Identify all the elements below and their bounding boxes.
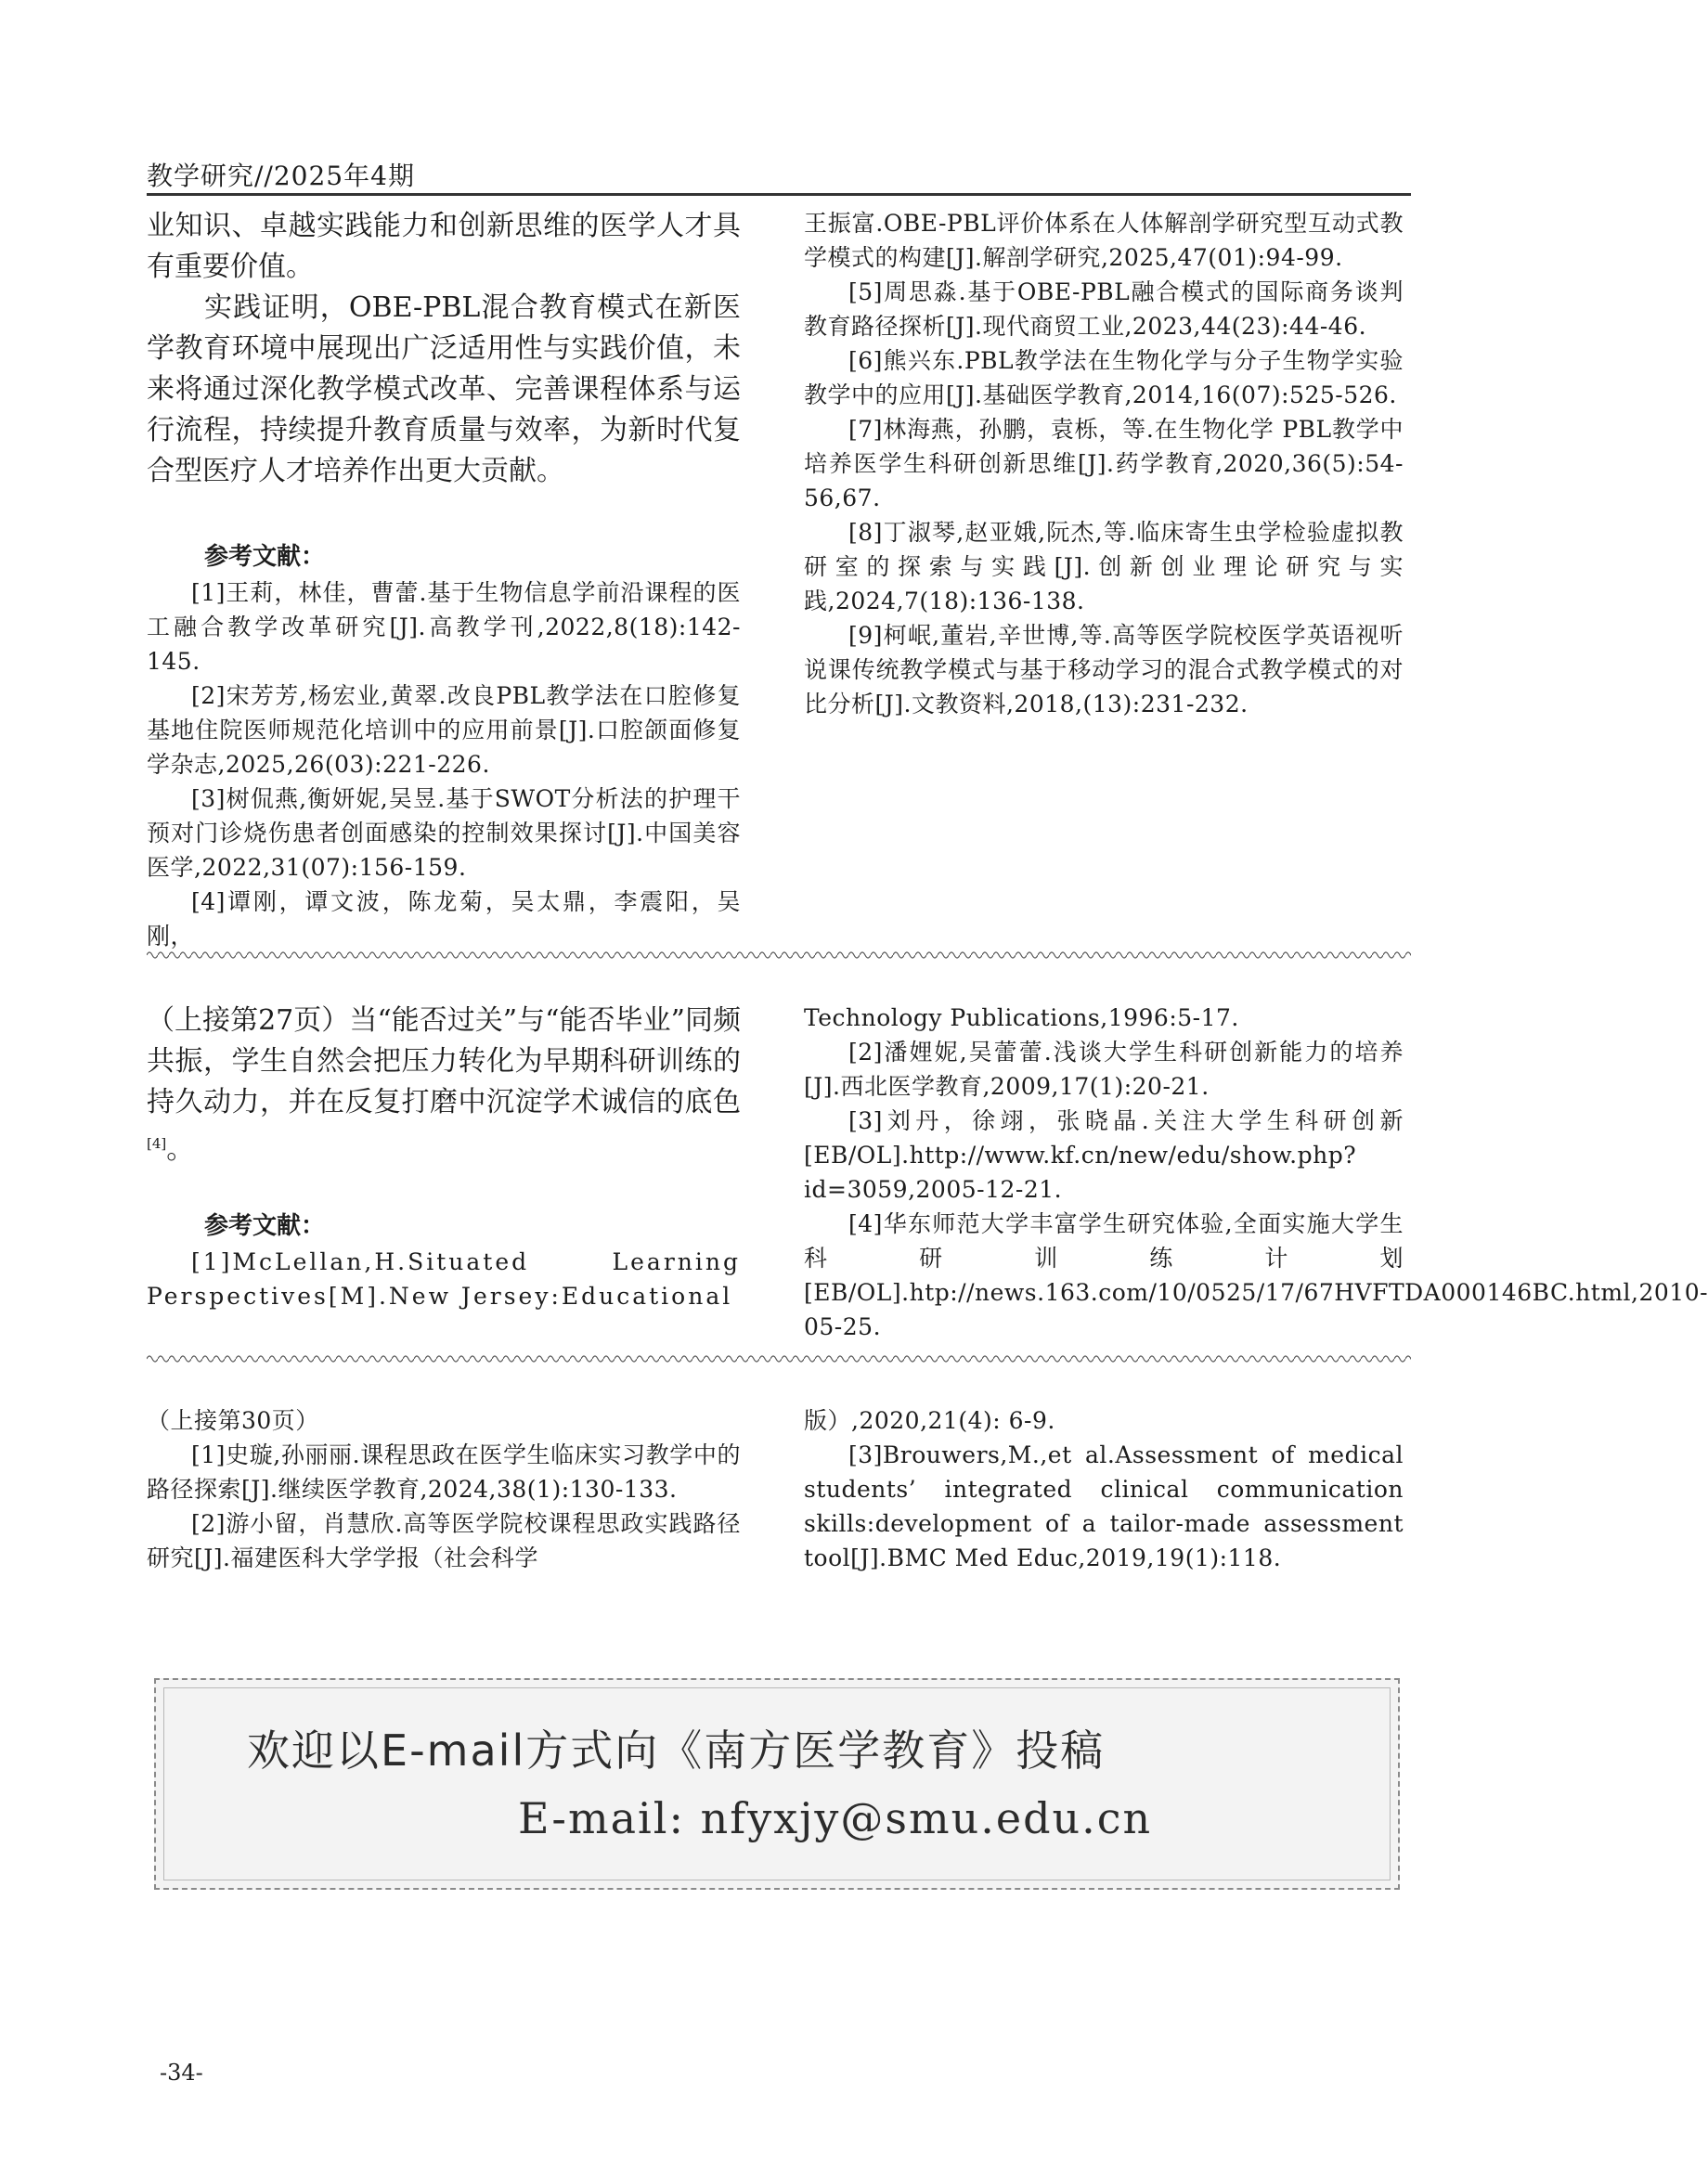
reference-item-continued: 版）,2020,21(4): 6-9. xyxy=(804,1407,1055,1434)
citation-marker: [4] xyxy=(147,1135,167,1152)
reference-item: [3]Brouwers,M.,et al.Assessment of medical students’ integrated clinical communication skills:development of a tailor-made assessment tool[J].BMC Med Educ,2019,19(1):118. xyxy=(804,1441,1404,1571)
section1-left-column xyxy=(147,206,741,953)
reference-item: [4]华东师范大学丰富学生研究体验,全面实施大学生科研训练计划[EB/OL].htp://news.163.com/10/0525/17/67HVFTDA000146BC.html,2010-05-25. xyxy=(804,1210,1708,1340)
header-rule xyxy=(147,193,1411,196)
reference-item: [1]王莉，林佳，曹蕾.基于生物信息学前沿课程的医工融合教学改革研究[J].高教学刊,2022,8(18):142-145. xyxy=(147,579,741,675)
page-number: -34- xyxy=(160,2060,203,2086)
reference-item: [6]熊兴东.PBL教学法在生物化学与分子生物学实验教学中的应用[J].基础医学教育,2014,16(07):525-526. xyxy=(804,347,1404,408)
references-heading: 参考文献： xyxy=(204,1212,326,1240)
reference-item: [5]周思淼.基于OBE-PBL融合模式的国际商务谈判教育路径探析[J].现代商贸工业,2023,44(23):44-46. xyxy=(804,278,1404,340)
reference-item: [2]游小留，肖慧欣.高等医学院校课程思政实践路径研究[J].福建医科大学学报（社会科学 xyxy=(147,1510,741,1571)
reference-item: [1]史璇,孙丽丽.课程思政在医学生临床实习教学中的路径探索[J].继续医学教育,2024,38(1):130-133. xyxy=(147,1441,741,1503)
paragraph-end: 。 xyxy=(166,1133,195,1166)
continued-from-p30: （上接第30页） xyxy=(147,1407,319,1434)
references-heading: 参考文献： xyxy=(204,543,326,571)
section3-right-column xyxy=(804,1403,1404,1575)
paragraph-text: （上接第27页）当“能否过关”与“能否毕业”同频共振，学生自然会把压力转化为早期科研训练的持久动力，并在反复打磨中沉淀学术诚信的底色 xyxy=(147,1004,741,1118)
reference-item: [3]树侃燕,衡妍妮,吴昱.基于SWOT分析法的护理干预对门诊烧伤患者创面感染的控制效果探讨[J].中国美容医学,2022,31(07):156-159. xyxy=(147,785,741,881)
section1-right-column xyxy=(804,206,1404,721)
section2-right-column xyxy=(804,1001,1708,1344)
reference-item: [3]刘丹，徐翊，张晓晶.关注大学生科研创新[EB/OL].http://www.kf.cn/new/edu/show.php?id=3059,2005-12-21. xyxy=(804,1107,1404,1203)
reference-item: [2]宋芳芳,杨宏业,黄翠.改良PBL教学法在口腔修复基地住院医师规范化培训中的应用前景[J].口腔颌面修复学杂志,2025,26(03):221-226. xyxy=(147,682,741,778)
submission-ad-box xyxy=(154,1678,1400,1890)
reference-item: [9]柯岷,董岩,辛世博,等.高等医学院校医学英语视听说课传统教学模式与基于移动学习的混合式教学模式的对比分析[J].文教资料,2018,(13):231-232. xyxy=(804,622,1404,717)
reference-item-continued: Technology Publications,1996:5-17. xyxy=(804,1004,1239,1031)
section3-left-column xyxy=(147,1403,741,1575)
body-paragraph-continuation: 业知识、卓越实践能力和创新思维的医学人才具有重要价值。 xyxy=(147,210,741,283)
reference-item-continued: 王振富.OBE-PBL评价体系在人体解剖学研究型互动式教学模式的构建[J].解剖学研究,2025,47(01):94-99. xyxy=(804,210,1404,271)
body-paragraph-continued-from-p27 xyxy=(147,1001,741,1170)
wavy-divider xyxy=(147,950,1411,961)
reference-item: [4]谭刚，谭文波，陈龙菊，吴太鼎，李震阳，吴刚， xyxy=(147,888,741,950)
ad-headline: 欢迎以E-mail方式向《南方医学教育》投稿 xyxy=(247,1725,1106,1776)
reference-item: [1]McLellan,H.Situated Learning Perspectives[M].New Jersey:Educational xyxy=(147,1248,741,1310)
body-paragraph-conclusion: 实践证明，OBE-PBL混合教育模式在新医学教育环境中展现出广泛适用性与实践价值，未来将通过深化教学模式改革、完善课程体系与运行流程，持续提升教育质量与效率，为新时代复合型医疗人才培养作出更大贡献。 xyxy=(147,291,741,487)
reference-item: [7]林海燕，孙鹏，袁栎，等.在生物化学 PBL教学中培养医学生科研创新思维[J].药学教育,2020,36(5):54-56,67. xyxy=(804,416,1404,511)
section2-left-column xyxy=(147,1001,741,1313)
running-header: 教学研究//2025年4期 xyxy=(147,161,415,191)
reference-item: [8]丁淑琴,赵亚娥,阮杰,等.临床寄生虫学检验虚拟教研室的探索与实践[J].创新创业理论研究与实践,2024,7(18):136-138. xyxy=(804,519,1404,614)
reference-item: [2]潘娌妮,吴蕾蕾.浅谈大学生科研创新能力的培养[J].西北医学教育,2009,17(1):20-21. xyxy=(804,1039,1404,1100)
ad-email: E-mail: nfyxjy@smu.edu.cn xyxy=(518,1793,1153,1843)
wavy-divider xyxy=(147,1353,1411,1364)
